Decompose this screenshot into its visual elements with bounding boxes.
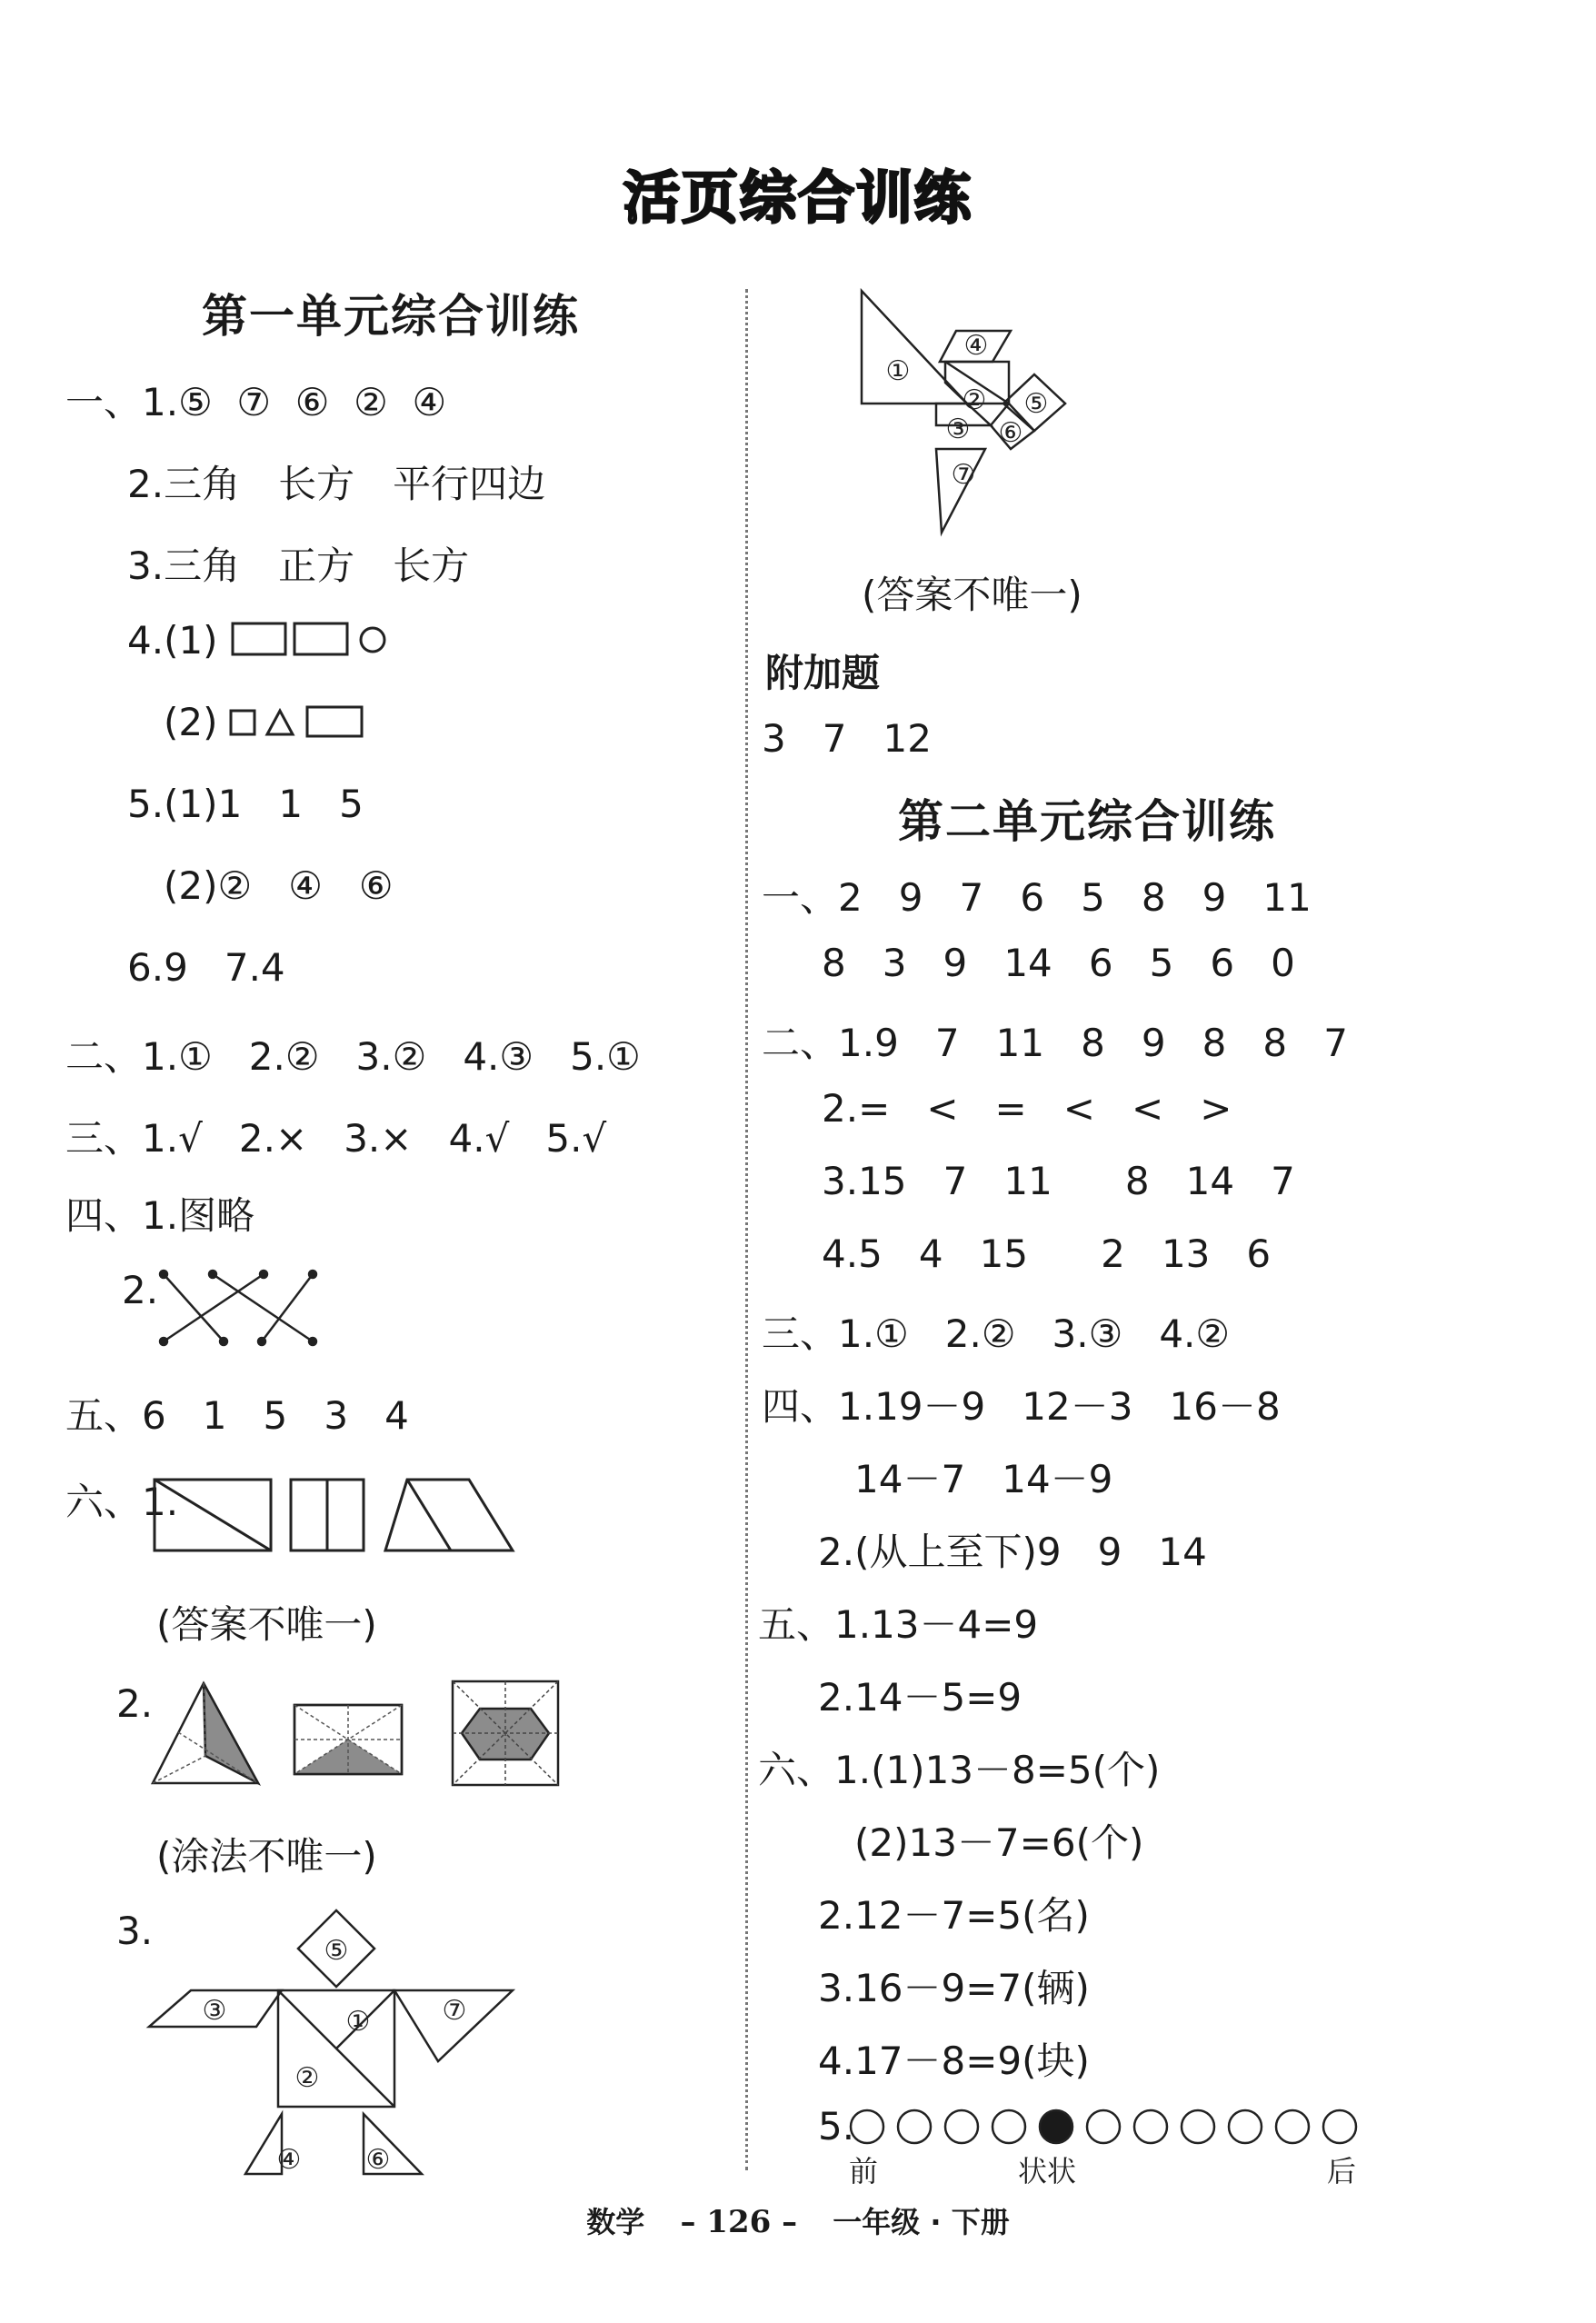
unit2-line-14: (2)13－7=6(个): [854, 1820, 1144, 1865]
unit1-line-5: (2): [164, 700, 218, 744]
unit1-line-17: (涂法不唯一): [156, 1834, 377, 1879]
matching-lines-figure: [153, 1263, 334, 1354]
tangram-person-label-5: ⑤: [324, 1935, 349, 1967]
tangram-person-label-4: ④: [276, 2144, 302, 2176]
tangram-bird-label-5: ⑤: [1023, 388, 1049, 420]
unit1-line-4: 4.(1): [127, 618, 218, 663]
tangram-bird-label-6: ⑥: [998, 417, 1023, 449]
cut-shapes-figure: [151, 1471, 524, 1558]
extra-question-heading: 附加题: [765, 651, 881, 695]
unit2-line-17: 4.17－8=9(块): [818, 2039, 1090, 2083]
extra-question-answer: 3 7 12: [762, 716, 932, 761]
unit2-line-18: 5.: [818, 2104, 855, 2149]
unit1-line-8: 6.9 7.4: [127, 945, 285, 990]
unit2-line-8: 四、1.19－9 12－3 16－8: [762, 1384, 1281, 1429]
unit2-line-6: 4.5 4 15 2 13 6: [822, 1231, 1272, 1276]
tangram-bird-label-7: ⑦: [951, 459, 976, 491]
tangram-person-label-3: ③: [202, 1995, 227, 2027]
unit1-line-3: 3.三角 正方 长方: [127, 543, 470, 588]
unit2-line-9: 14－7 14－9: [854, 1457, 1113, 1501]
tangram-person-label-7: ⑦: [442, 1995, 467, 2027]
row-label-zhuangzhuang: 状状: [1018, 2154, 1077, 2188]
unit1-line-18: 3.: [116, 1909, 154, 1953]
unit2-line-11: 五、1.13－4=9: [758, 1602, 1039, 1647]
unit2-line-3: 二、1.9 7 11 8 9 8 8 7: [762, 1021, 1348, 1065]
unit2-line-4: 2.= < = < < >: [822, 1086, 1232, 1131]
shapes-rects-circle-figure: [231, 620, 394, 660]
unit1-line-12: 2.: [122, 1268, 159, 1312]
tangram-bird-label-1: ①: [885, 355, 911, 387]
unit1-line-2: 2.三角 长方 平行四边: [127, 462, 546, 506]
page-footer: [0, 2199, 1596, 2241]
page-title: 活页综合训练: [623, 165, 973, 231]
tangram-bird-label-3: ③: [945, 414, 971, 445]
unit1-line-1: 一、1.⑤ ⑦ ⑥ ② ④: [65, 380, 447, 424]
unit2-line-2: 8 3 9 14 6 5 6 0: [822, 941, 1295, 985]
shapes-square-triangle-rect-figure: [229, 702, 374, 742]
unit2-line-13: 六、1.(1)13－8=5(个): [758, 1748, 1161, 1792]
bird-answer-note: (答案不唯一): [862, 573, 1082, 617]
unit2-line-12: 2.14－5=9: [818, 1675, 1022, 1720]
position-circles-row: [849, 2103, 1367, 2154]
tangram-bird-figure: [856, 287, 1156, 538]
tangram-person-figure: [145, 1907, 527, 2179]
unit1-line-10: 三、1.√ 2.× 3.× 4.√ 5.√: [65, 1116, 607, 1161]
shaded-shapes-figure: [149, 1678, 567, 1796]
tangram-person-label-1: ①: [345, 2006, 371, 2038]
footer-subject: 数学: [586, 2205, 645, 2239]
tangram-person-label-6: ⑥: [365, 2144, 391, 2176]
footer-grade: 一年级 · 下册: [833, 2205, 1010, 2239]
tangram-bird-label-2: ②: [962, 384, 987, 416]
unit1-line-11: 四、1.图略: [65, 1193, 255, 1238]
unit2-line-15: 2.12－7=5(名): [818, 1893, 1090, 1938]
unit2-line-5: 3.15 7 11 8 14 7: [822, 1159, 1295, 1203]
unit1-line-16: 2.: [116, 1681, 154, 1726]
footer-page-number: – 126 –: [680, 2204, 798, 2240]
unit2-line-10: 2.(从上至下)9 9 14: [818, 1530, 1207, 1574]
unit1-line-6: 5.(1)1 1 5: [127, 782, 364, 826]
unit1-line-9: 二、1.① 2.② 3.② 4.③ 5.①: [65, 1034, 641, 1079]
unit2-line-16: 3.16－9=7(辆): [818, 1966, 1090, 2010]
unit1-heading: 第一单元综合训练: [202, 290, 580, 343]
row-label-back: 后: [1327, 2154, 1357, 2188]
unit1-line-7: (2)② ④ ⑥: [164, 863, 394, 908]
tangram-bird-label-4: ④: [963, 330, 989, 362]
unit1-line-15: (答案不唯一): [156, 1602, 377, 1647]
tangram-person-label-2: ②: [294, 2062, 320, 2094]
row-label-front: 前: [849, 2154, 879, 2188]
unit2-line-7: 三、1.① 2.② 3.③ 4.②: [762, 1311, 1231, 1356]
unit1-line-14: 六、1.: [65, 1480, 179, 1524]
column-divider: [745, 289, 748, 2170]
unit2-heading: 第二单元综合训练: [898, 795, 1276, 848]
unit2-line-1: 一、2 9 7 6 5 8 9 11: [762, 875, 1312, 920]
unit1-line-13: 五、6 1 5 3 4: [65, 1393, 409, 1438]
